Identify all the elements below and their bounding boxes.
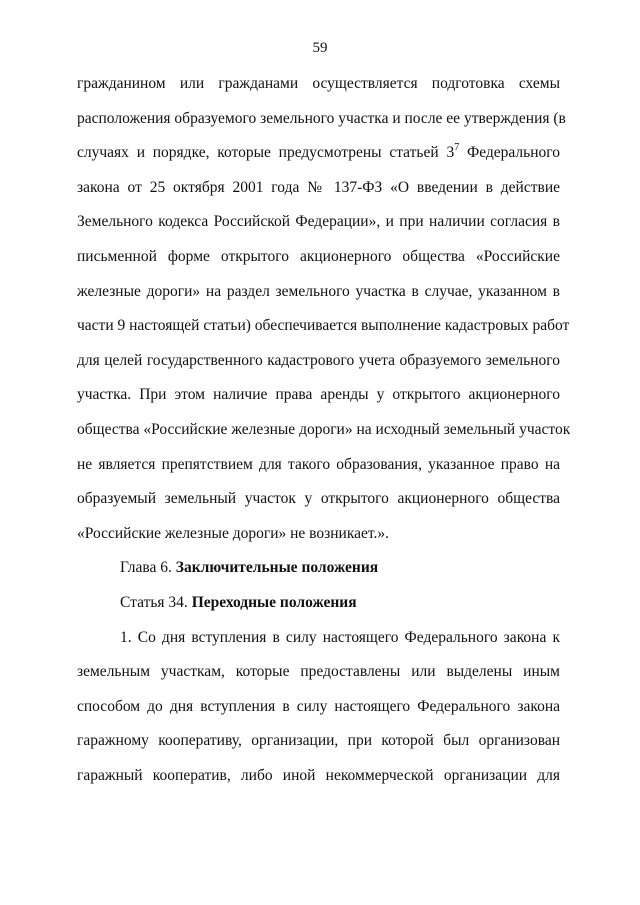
paragraph-2-line: способом до дня вступления в силу настоящего Федерального закона	[77, 697, 560, 715]
paragraph-2-line: 1. Со дня вступления в силу настоящего Федерального закона к	[120, 628, 560, 646]
paragraph-1-line: закона от 25 октября 2001 года № 137-ФЗ «О введении в действие	[77, 178, 560, 196]
paragraph-1-line: Земельного кодекса Российской Федерации», и при наличии согласия в	[77, 213, 560, 231]
article-prefix: Статья 34.	[120, 593, 192, 611]
paragraph-2-line: гаражному кооперативу, организации, при которой был организован	[77, 732, 560, 750]
paragraph-1-line: гражданином или гражданами осуществляется подготовка схемы	[77, 75, 560, 92]
paragraph-1-line: образуемый земельный участок у открытого акционерного общества	[77, 490, 560, 508]
document-body	[77, 67, 571, 793]
paragraph-1-line: общества «Российские железные дороги» на исходный земельный участок	[77, 420, 571, 438]
paragraph-1-line: части 9 настоящей статьи) обеспечивается выполнение кадастровых работ	[77, 317, 570, 335]
superscript: 7	[454, 142, 460, 154]
paragraph-1-line: не является препятствием для такого образования, указанное право на	[77, 455, 560, 473]
paragraph-1-line: «Российские железные дороги» не возникает.».	[77, 524, 390, 542]
line-text: случаях и порядке, которые предусмотрены статьей 3	[77, 144, 455, 162]
page-number: 59	[312, 40, 328, 56]
article-title: Переходные положения	[191, 593, 357, 611]
line-text: Федерального	[459, 144, 560, 162]
paragraph-2-line: гаражный кооператив, либо иной некоммерческой организации для	[77, 766, 560, 784]
paragraph-1-line	[77, 136, 560, 171]
paragraph-1-line: участка. При этом наличие права аренды у открытого акционерного	[77, 386, 560, 404]
paragraph-1-line: письменной форме открытого акционерного общества «Российские	[77, 247, 560, 265]
chapter-title: Заключительные положения	[175, 559, 379, 577]
paragraph-1-line: расположения образуемого земельного участка и после ее утверждения (в	[77, 109, 566, 127]
paragraph-2-line: земельным участкам, которые предоставлены или выделены иным	[77, 663, 560, 681]
paragraph-1-line: железные дороги» на раздел земельного участка в случае, указанном в	[77, 282, 560, 300]
chapter-heading	[77, 551, 560, 586]
article-heading	[77, 586, 560, 621]
paragraph-1-line: для целей государственного кадастрового учета образуемого земельного	[77, 351, 560, 369]
chapter-prefix: Глава 6.	[120, 559, 176, 577]
